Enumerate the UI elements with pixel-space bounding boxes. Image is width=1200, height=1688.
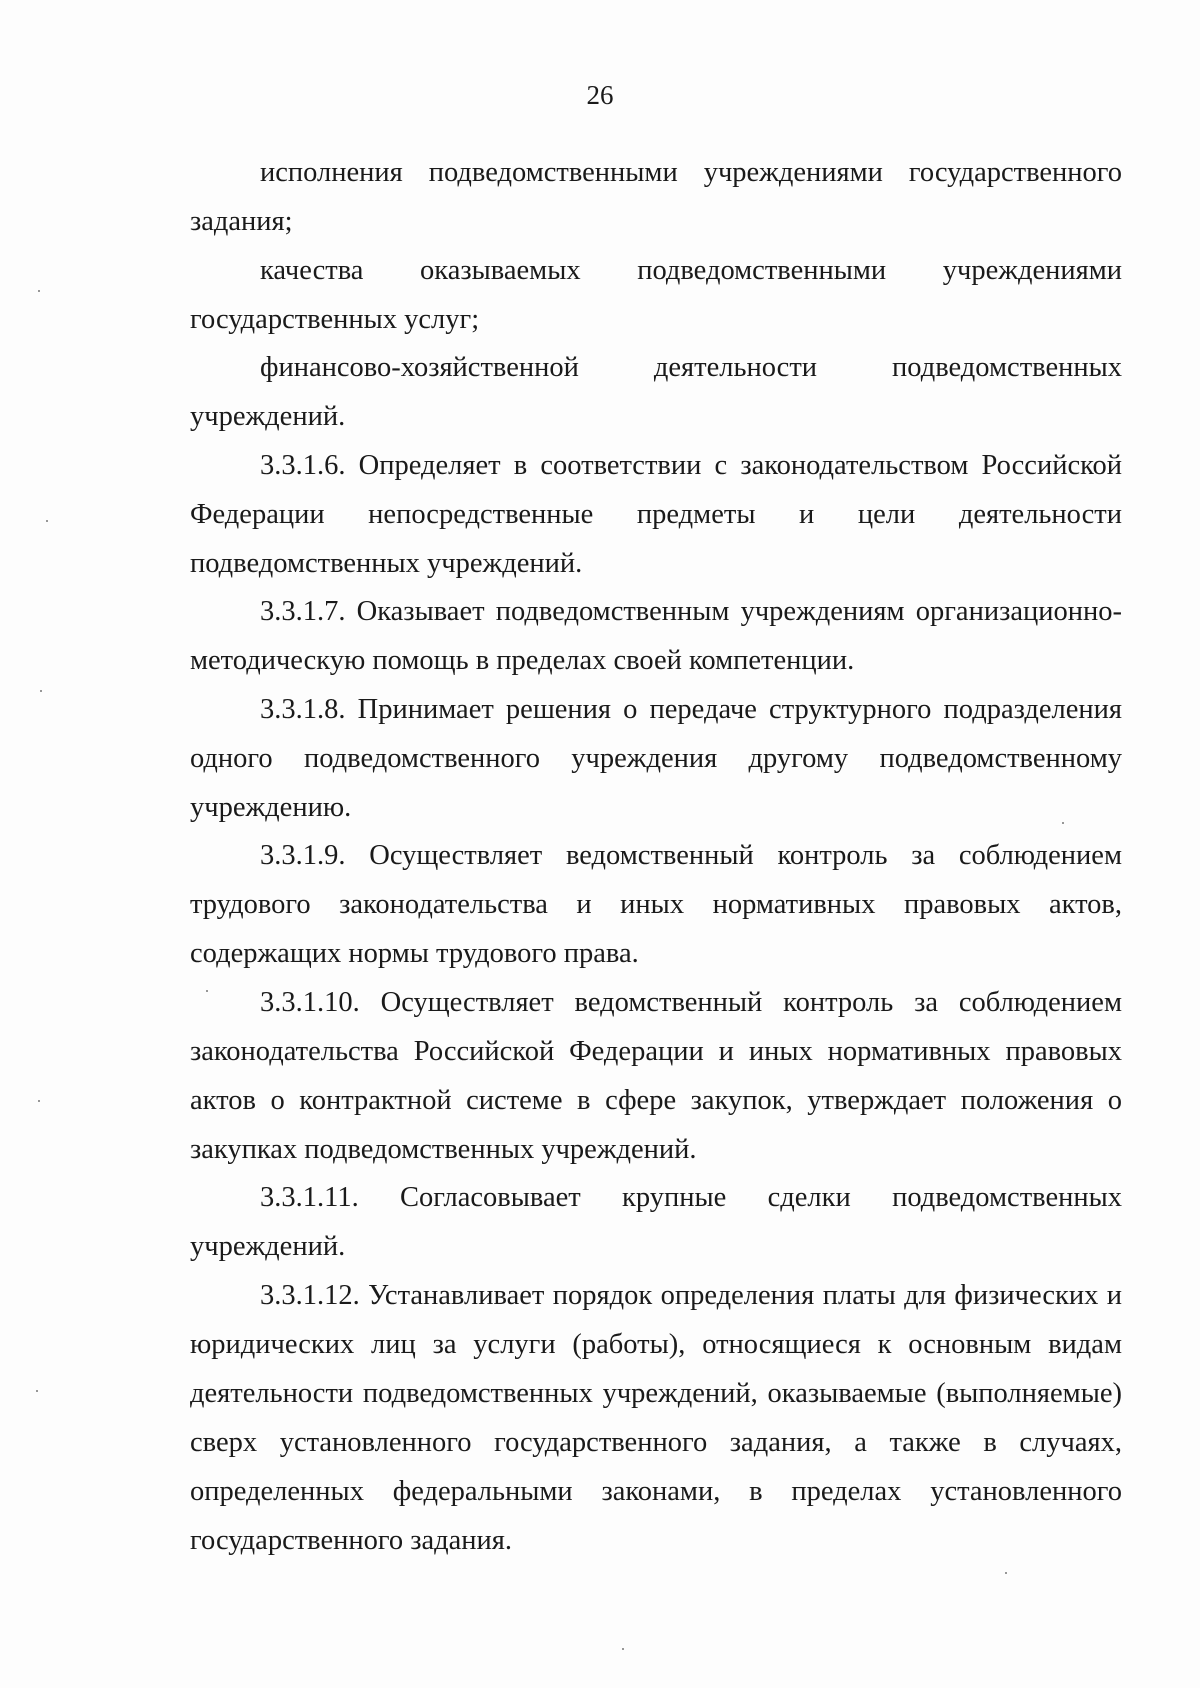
- scan-speck: [38, 290, 40, 292]
- paragraph-2: качества оказываемых подведомственными учреждениями государственных услуг;: [190, 254, 1122, 335]
- paragraph-3-3-1-12: 3.3.1.12. Устанавливает порядок определения платы для физических и юридических лиц за услуги (работы), относящиеся к основным видам деятельности подведомственных учреждений, оказываемые (выполняемые) сверх установленного государственного задания, а также в случаях, определенных федеральными законами, в пределах установленного государственного задания.: [190, 1279, 1122, 1556]
- scan-speck: [1005, 1572, 1007, 1574]
- paragraph-3-3-1-11: 3.3.1.11. Согласовывает крупные сделки подведомственных учреждений.: [190, 1182, 1122, 1262]
- scan-speck: [206, 990, 208, 992]
- scan-speck: [36, 1390, 38, 1392]
- paragraph-3-3-1-8: 3.3.1.8. Принимает решения о передаче структурного подразделения одного подведомственного учреждения другому подведомственному учреждению.: [190, 693, 1122, 823]
- page-number: 26: [586, 80, 614, 110]
- paragraph-1: исполнения подведомственными учреждениями государственного задания;: [190, 157, 1122, 237]
- document-body: [190, 148, 1122, 1564]
- scan-speck: [40, 690, 42, 692]
- scan-speck: [38, 1100, 40, 1102]
- paragraph-3: финансово-хозяйственной деятельности подведомственных учреждений.: [190, 352, 1122, 432]
- paragraph-3-3-1-9: 3.3.1.9. Осуществляет ведомственный контроль за соблюдением трудового законодательства и иных нормативных правовых актов, содержащих нормы трудового права.: [190, 840, 1122, 969]
- scan-speck: [1062, 822, 1064, 824]
- scan-speck: [46, 520, 48, 522]
- paragraph-3-3-1-7: 3.3.1.7. Оказывает подведомственным учреждениям организационно-методическую помощь в пределах своей компетенции.: [190, 596, 1122, 676]
- paragraph-3-3-1-6: 3.3.1.6. Определяет в соответствии с законодательством Российской Федерации непосредственные предметы и цели деятельности подведомственных учреждений.: [190, 449, 1122, 579]
- scan-speck: [622, 1648, 624, 1650]
- paragraph-3-3-1-10: 3.3.1.10. Осуществляет ведомственный контроль за соблюдением законодательства Российской Федерации и иных нормативных правовых актов о контрактной системе в сфере закупок, утверждает положения о закупках подведомственных учреждений.: [190, 986, 1122, 1165]
